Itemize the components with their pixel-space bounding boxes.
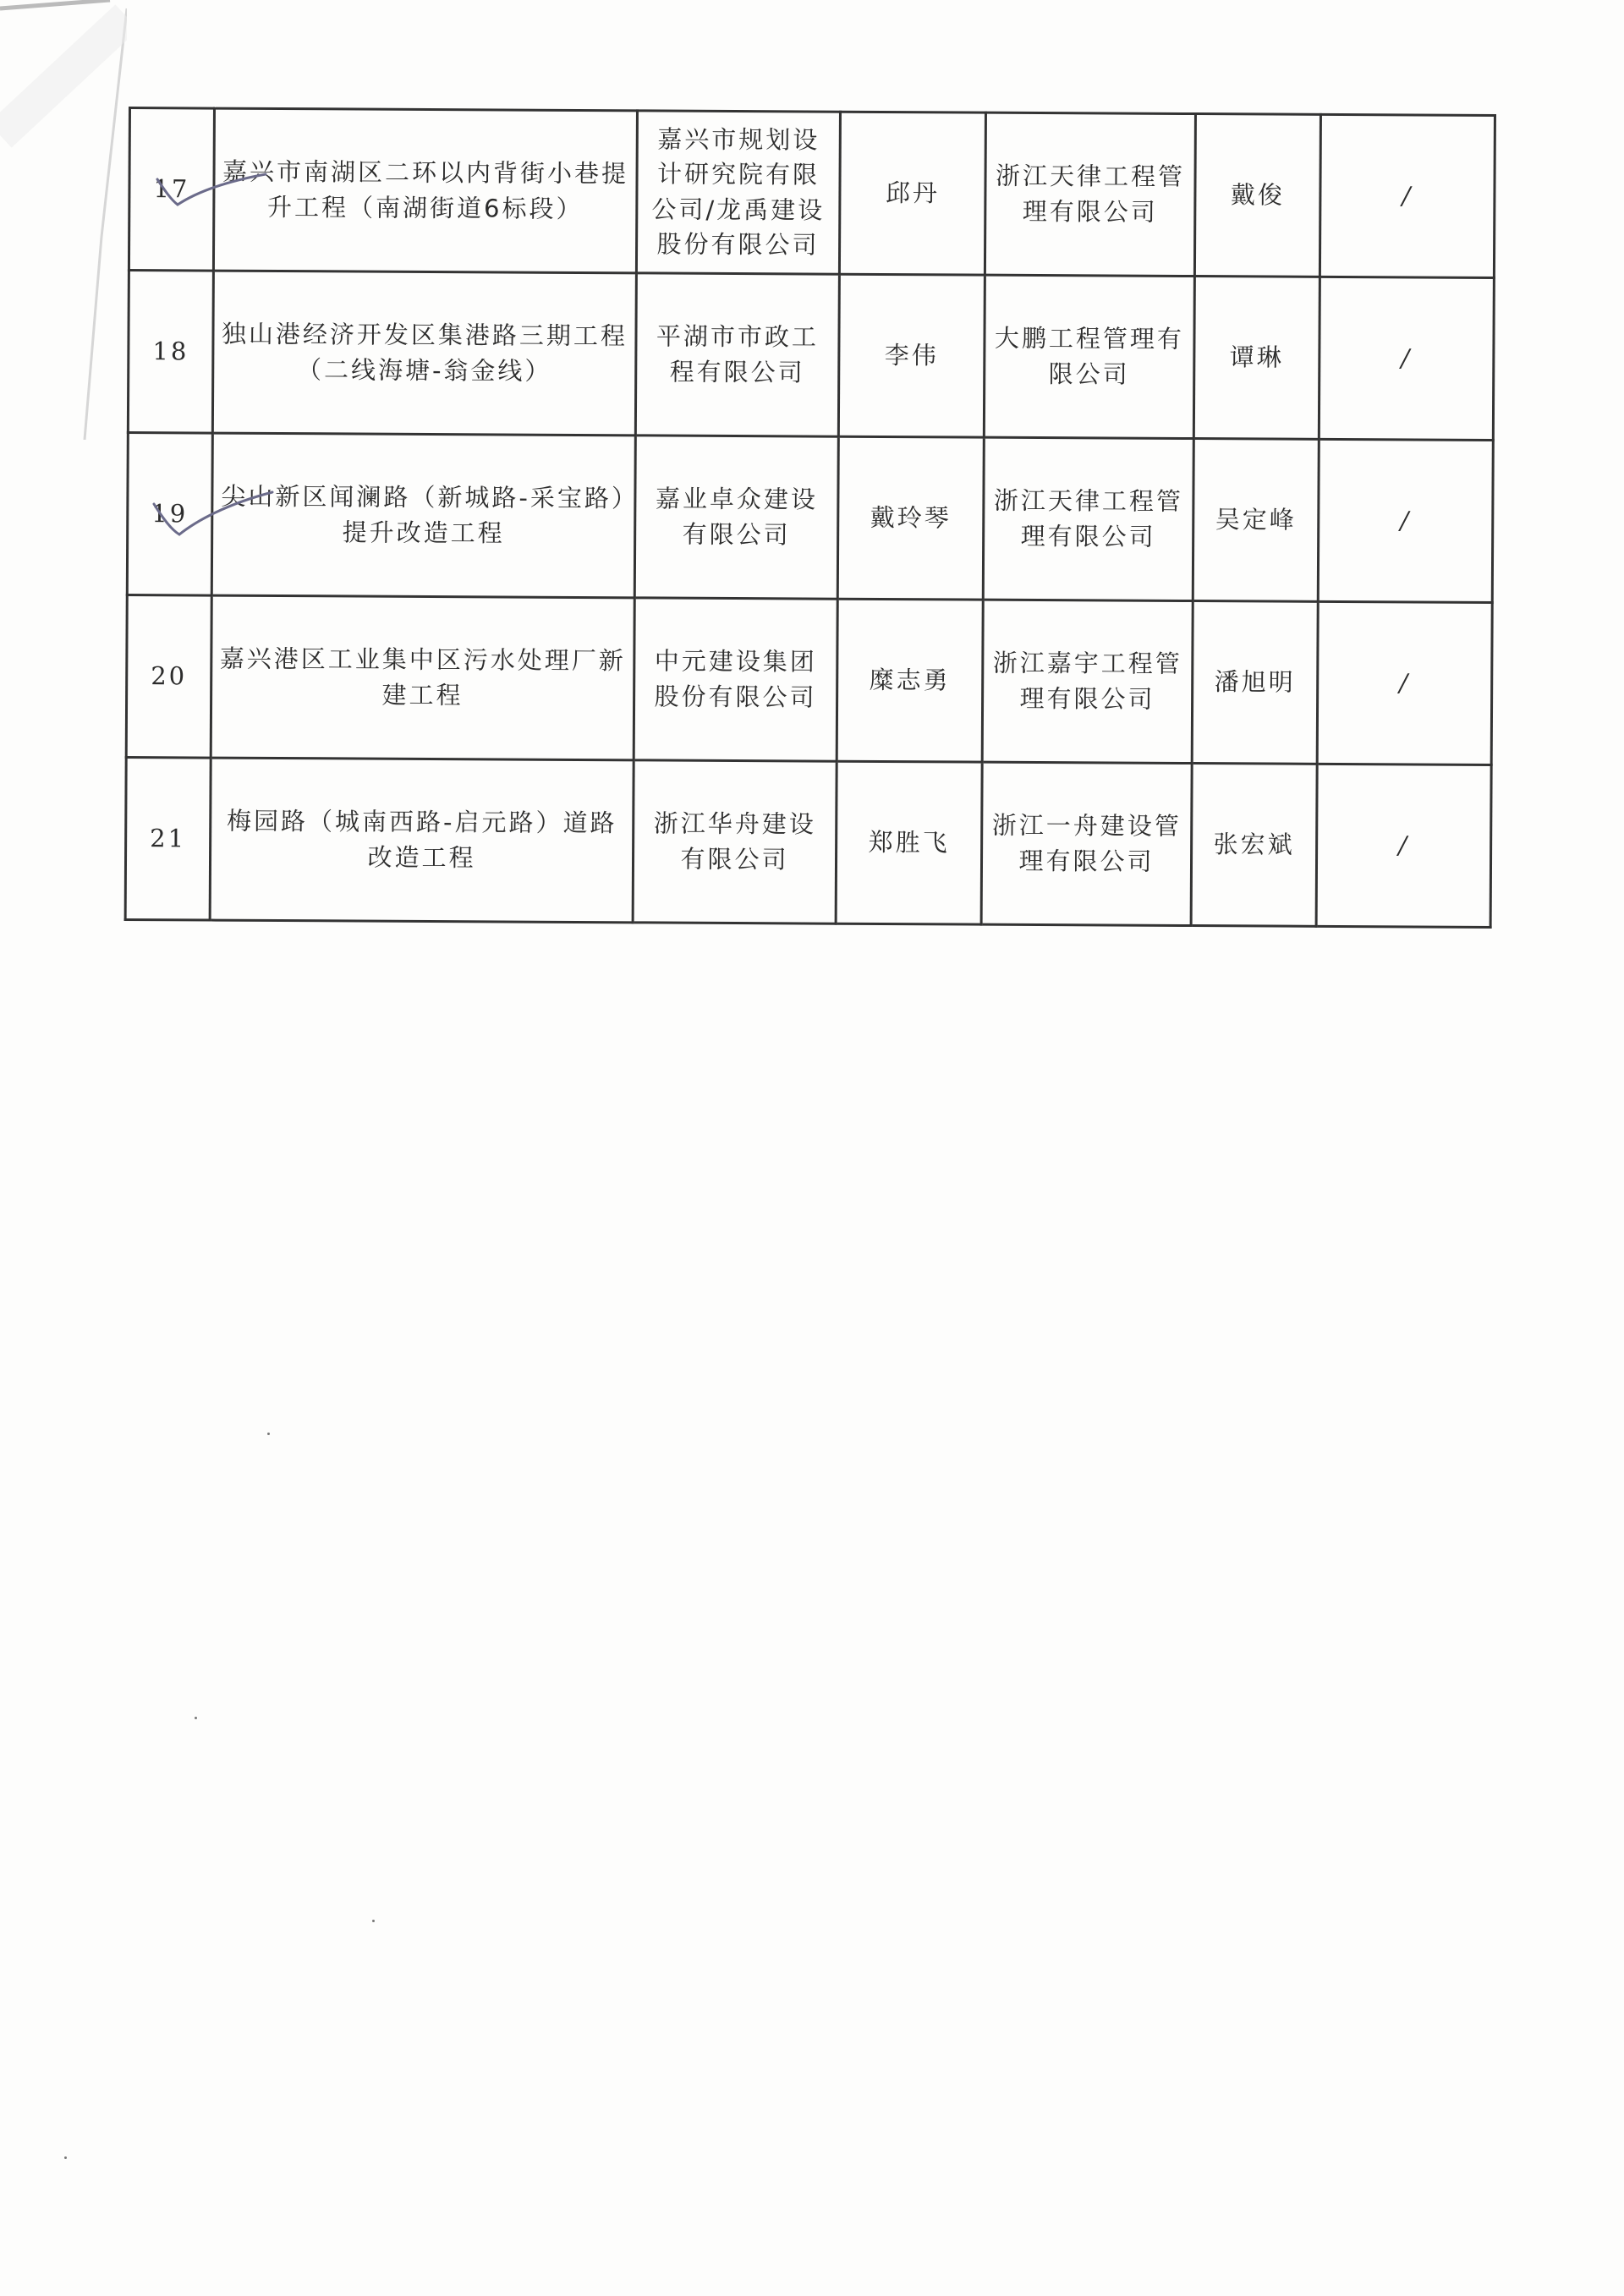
contractor-company: 平湖市市政工程有限公司 <box>635 273 839 436</box>
supervision-company: 浙江一舟建设管理有限公司 <box>981 762 1192 925</box>
row-number: 20 <box>126 595 211 758</box>
scan-speck <box>195 1717 197 1719</box>
chief-supervisor: 戴俊 <box>1194 114 1320 277</box>
supervision-company: 浙江嘉宇工程管理有限公司 <box>982 600 1193 763</box>
project-manager: 邱丹 <box>839 112 985 275</box>
scan-speck <box>64 2156 67 2159</box>
row-number: 18 <box>128 271 213 434</box>
project-manager: 糜志勇 <box>837 599 983 762</box>
project-name: 嘉兴市南湖区二环以内背街小巷提升工程（南湖街道6标段） <box>213 108 637 273</box>
contractor-company: 嘉业卓众建设有限公司 <box>634 436 838 599</box>
chief-supervisor: 潘旭明 <box>1192 601 1318 764</box>
table-row <box>127 433 1493 603</box>
supervision-company: 浙江天律工程管理有限公司 <box>983 437 1193 600</box>
project-name: 嘉兴港区工业集中区污水处理厂新建工程 <box>211 595 634 760</box>
remark-cell: / <box>1316 764 1491 927</box>
remark-cell: / <box>1319 277 1494 440</box>
chief-supervisor: 吴定峰 <box>1193 439 1319 602</box>
contractor-company: 中元建设集团股份有限公司 <box>634 598 837 761</box>
project-name: 梅园路（城南西路-启元路）道路改造工程 <box>210 758 634 923</box>
remark-cell: / <box>1320 114 1495 277</box>
project-manager: 戴玲琴 <box>837 436 984 600</box>
table-row <box>129 108 1495 278</box>
scan-edge-marks <box>0 0 127 440</box>
contractor-company: 嘉兴市规划设计研究院有限公司/龙禹建设股份有限公司 <box>636 111 840 274</box>
row-number: 17 <box>129 108 214 271</box>
supervision-company: 浙江天律工程管理有限公司 <box>985 112 1195 276</box>
project-manager: 郑胜飞 <box>836 761 982 924</box>
project-name: 尖山新区闻澜路（新城路-采宝路）提升改造工程 <box>211 433 635 598</box>
contractor-company: 浙江华舟建设有限公司 <box>633 760 837 923</box>
row-number: 19 <box>127 433 212 596</box>
remark-cell: / <box>1317 601 1492 764</box>
scan-speck <box>267 1433 270 1435</box>
project-table <box>124 107 1496 929</box>
row-number: 21 <box>125 757 211 920</box>
remark-cell: / <box>1318 439 1493 602</box>
project-name: 独山港经济开发区集港路三期工程（二线海塘-翁金线） <box>212 271 636 436</box>
project-manager: 李伟 <box>838 274 985 437</box>
chief-supervisor: 谭琳 <box>1193 277 1320 440</box>
scan-speck <box>372 1920 375 1922</box>
supervision-company: 大鹏工程管理有限公司 <box>984 275 1194 438</box>
table-row <box>126 595 1492 764</box>
table-row <box>125 757 1491 927</box>
chief-supervisor: 张宏斌 <box>1191 764 1317 927</box>
table-row <box>128 271 1494 441</box>
